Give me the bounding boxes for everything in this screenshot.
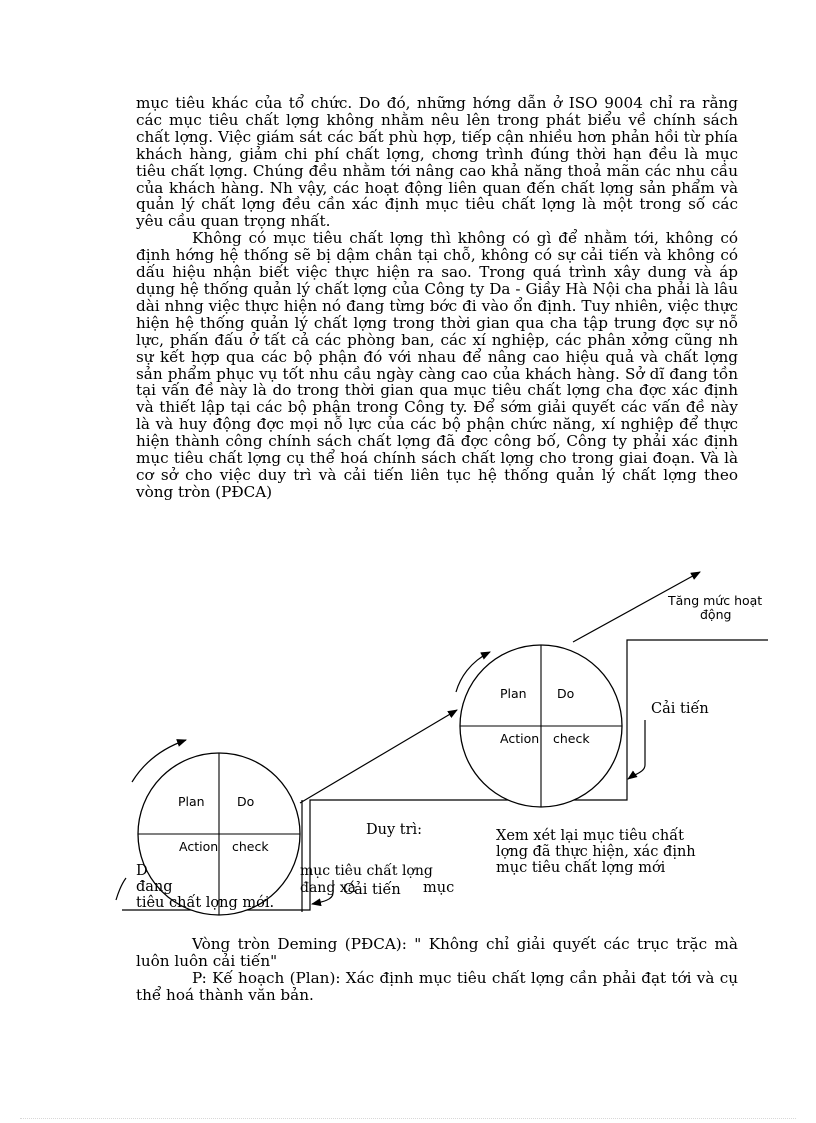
body-text-top [136, 95, 738, 501]
increase-activity-label-2: động [700, 607, 732, 622]
rotation-arc-lower-left [116, 878, 126, 900]
right-plan-label: Plan [500, 686, 527, 701]
right-action-label: Action [500, 731, 540, 746]
review-objectives-note: Xem xét lại mục tiêu chất lợng đã thực hiện, xác định mục tiêu chất lợng mới [496, 828, 696, 876]
left-do-label: Do [237, 794, 255, 809]
left-partial-note: D đang tiêu chất lợng mới. [136, 863, 275, 911]
increase-activity-label-1: Tăng mức hoạt [668, 593, 763, 608]
improve-bracket-right [628, 720, 645, 779]
right-do-label: Do [557, 686, 575, 701]
paragraph-no-objectives: Không có mục tiêu chất lợng thì không có gì để nhằm tới, không có định hớng hệ thống sẽ bị dậm chân tại chỗ, không có sự cải tiến và không có dấu hiệu nhận biết việc thực hiện ra sao. Trong quá trình xây dung và áp dụng hệ thống quản lý chất lợng của Công ty Da - Giầy Hà Nội cha phải là lâu dài nhng việc thực hiện nó đang từng bớc đi vào ổn định. Tuy nhiên, việc thực hiện hệ thống quản lý chất lợng trong thời gian qua cha tập trung đợc sự nỗ lực, phấn đấu ở tất cả các phòng ban, các xí nghiệp, các phân xởng cũng nh sự kết hợp qua các bộ phận đó với nhau để nâng cao hiệu quả và chất lợng sản phẩm phục vụ tốt nhu cầu ngày càng cao của khách hàng. Sở dĩ đang tồn tại vấn đề này là do trong thời gian qua mục tiêu chất lợng cha đợc xác định và thiết lập tại các bộ phận trong Công ty. Để sớm giải quyết các vấn đề này là và huy động đợc mọi nỗ lực của các bộ phận chức năng, xí nghiệp để thực hiện thành công chính sách chất lợng đã đợc công bố, Công ty phải xác định mục tiêu chất lợng cụ thể hoá chính sách chất lợng cho trong giai đoạn. Và là cơ sở cho việc duy trì và cải tiến liên tục hệ thống quản lý chất lợng theo vòng tròn (PĐCA) [136, 229, 738, 501]
page-bottom-divider [20, 1118, 796, 1119]
right-check-label: check [553, 731, 590, 746]
pdca-circle-right [460, 645, 622, 807]
left-check-label: check [232, 839, 269, 854]
left-action-label: Action [179, 839, 219, 854]
pdca-diagram [0, 560, 816, 930]
left-note-fragment-2: đang xá [300, 880, 356, 896]
improve-label-left: Cải tiến [343, 882, 401, 898]
left-note-fragment-1: mục tiêu chất lợng [300, 863, 433, 879]
improve-label-right: Cải tiến [651, 701, 709, 717]
maintain-label: Duy trì: [366, 822, 423, 838]
improve-left-suffix: mục [423, 880, 455, 896]
left-plan-label: Plan [178, 794, 205, 809]
paragraph-quality-objectives: mục tiêu khác của tổ chức. Do đó, những hớng dẫn ở ISO 9004 chỉ ra rằng các mục tiêu chất lợng không nhằm nêu lên trong phát biểu về chính sách chất lợng. Việc giám sát các bất phù hợp, tiếp cận nhiều hơn phản hồi từ phía khách hàng, giảm chi phí chất lợng, chơng trình đúng thời hạn đều là mục tiêu chất lợng. Chúng đều nhằm tới nâng cao khả năng thoả mãn các nhu cầu của khách hàng. Nh vậy, các hoạt động liên quan đến chất lợng sản phẩm và quản lý chất lợng đều cần xác định mục tiêu chất lợng là một trong số các yêu cầu quan trọng nhất. [136, 94, 738, 231]
body-text-bottom [136, 936, 738, 1004]
progress-arrow-1 [300, 710, 457, 803]
paragraph-deming-cycle: Vòng tròn Deming (PĐCA): " Không chỉ giải quyết các trục trặc mà luôn luôn cải tiến" [136, 935, 738, 970]
paragraph-plan-definition: P: Kế hoạch (Plan): Xác định mục tiêu chất lợng cần phải đạt tới và cụ thể hoá thành văn bản. [136, 968, 738, 1004]
